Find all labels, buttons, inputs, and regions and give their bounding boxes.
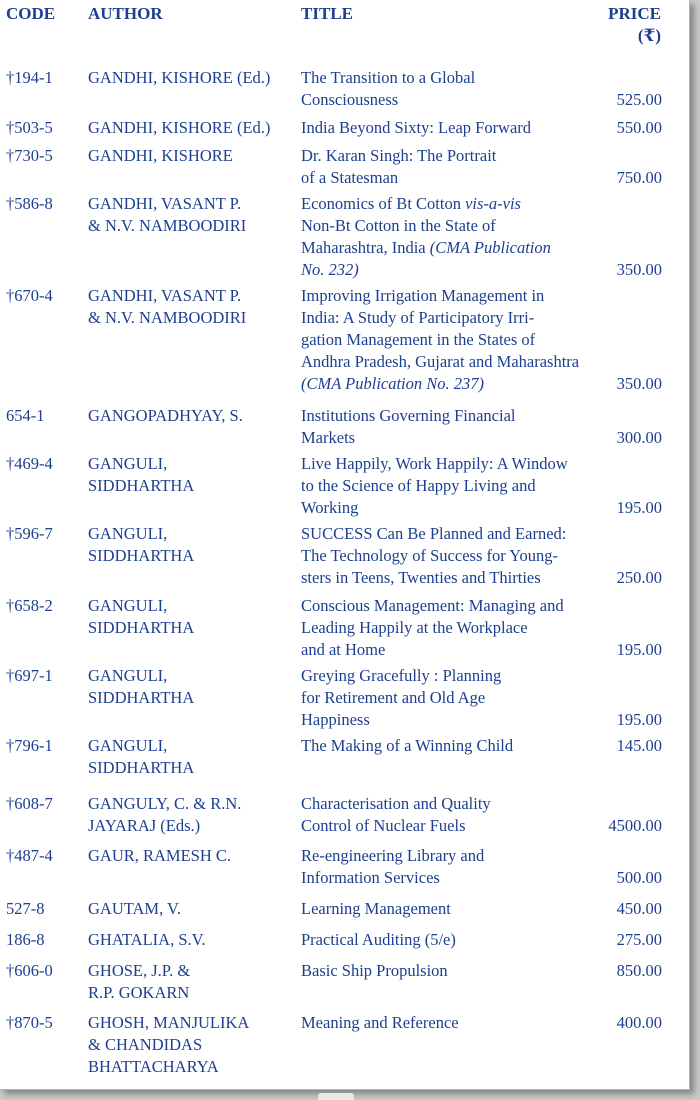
book-code: †469-4 xyxy=(6,454,53,473)
book-price: 4500.00 xyxy=(608,816,662,835)
header-title: TITLE xyxy=(301,4,353,23)
book-title-line: for Retirement and Old Age xyxy=(301,688,486,707)
book-title-line: Conscious Management: Managing and xyxy=(301,596,564,615)
book-code: †730-5 xyxy=(6,146,53,165)
book-title-line: Andhra Pradesh, Gujarat and Maharashtra xyxy=(301,352,580,371)
book-author: GANGOPADHYAY, S. xyxy=(88,406,243,425)
book-title-line: Meaning and Reference xyxy=(301,1013,459,1032)
book-author: GHATALIA, S.V. xyxy=(88,930,206,949)
book-author: GANGULI, SIDDHARTHA xyxy=(88,666,195,707)
book-title xyxy=(301,960,621,982)
book-title-line: of a Statesman xyxy=(301,168,399,187)
book-title-line: Non-Bt Cotton in the State of xyxy=(301,216,496,235)
book-title-line: Live Happily, Work Happily: A Window xyxy=(301,454,568,473)
book-code: †608-7 xyxy=(6,794,53,813)
book-price: 195.00 xyxy=(616,498,662,517)
book-title-line: Maharashtra, India (CMA Publication xyxy=(301,238,551,257)
book-author: GANGULI, SIDDHARTHA xyxy=(88,596,195,637)
book-title-line: The Technology of Success for Young- xyxy=(301,546,559,565)
book-code: 527-8 xyxy=(6,899,45,918)
book-title-line: Consciousness xyxy=(301,90,399,109)
book-title-line: to the Science of Happy Living and xyxy=(301,476,536,495)
book-author: GANDHI, KISHORE (Ed.) xyxy=(88,118,271,137)
book-author: GANDHI, VASANT P. & N.V. NAMBOODIRI xyxy=(88,286,247,327)
book-title xyxy=(301,735,621,757)
book-price: 275.00 xyxy=(616,930,662,949)
book-price: 850.00 xyxy=(616,961,662,980)
book-title-line: Characterisation and Quality xyxy=(301,794,491,813)
book-price: 500.00 xyxy=(616,868,662,887)
book-title-line: sters in Teens, Twenties and Thirties xyxy=(301,568,541,587)
book-title xyxy=(301,595,621,661)
book-title-line: The Transition to a Global xyxy=(301,68,476,87)
book-code: †796-1 xyxy=(6,736,53,755)
book-title-line: Control of Nuclear Fuels xyxy=(301,816,466,835)
book-price: 400.00 xyxy=(616,1013,662,1032)
book-author: GHOSE, J.P. & R.P. GOKARN xyxy=(88,961,191,1002)
book-author: GANGULI, SIDDHARTHA xyxy=(88,524,195,565)
book-code: †606-0 xyxy=(6,961,53,980)
book-author: GANGULI, SIDDHARTHA xyxy=(88,736,195,777)
book-title-line: (CMA Publication No. 237) xyxy=(301,374,485,393)
book-title xyxy=(301,405,621,449)
book-title xyxy=(301,193,621,281)
header-price-unit: (₹) xyxy=(637,26,661,45)
book-price: 145.00 xyxy=(616,736,662,755)
book-price: 525.00 xyxy=(616,90,662,109)
book-title-line: India Beyond Sixty: Leap Forward xyxy=(301,118,532,137)
page-footer-mark xyxy=(318,1093,354,1100)
book-code: †487-4 xyxy=(6,846,53,865)
book-price: 350.00 xyxy=(616,260,662,279)
book-author: GAUR, RAMESH C. xyxy=(88,846,232,865)
book-price: 195.00 xyxy=(616,640,662,659)
book-code: 186-8 xyxy=(6,930,45,949)
book-code: †870-5 xyxy=(6,1013,53,1032)
header-price xyxy=(560,3,661,47)
book-code: †503-5 xyxy=(6,118,53,137)
book-author: GHOSH, MANJULIKA & CHANDIDAS BHATTACHARYA xyxy=(88,1013,250,1076)
book-title-line: Practical Auditing (5/e) xyxy=(301,930,456,949)
book-code: †194-1 xyxy=(6,68,53,87)
book-title-line: Greying Gracefully : Planning xyxy=(301,666,502,685)
book-title-line: No. 232) xyxy=(301,260,359,279)
book-author: GANDHI, KISHORE xyxy=(88,146,233,165)
book-title-line: Improving Irrigation Management in xyxy=(301,286,545,305)
book-title-line: gation Management in the States of xyxy=(301,330,536,349)
book-code: †586-8 xyxy=(6,194,53,213)
book-author: GAUTAM, V. xyxy=(88,899,181,918)
book-title-line: Economics of Bt Cotton vis-a-vis xyxy=(301,194,521,213)
book-title-line: Information Services xyxy=(301,868,440,887)
book-title-line: Learning Management xyxy=(301,899,451,918)
book-code: †658-2 xyxy=(6,596,53,615)
book-title xyxy=(301,145,621,189)
book-title-line: India: A Study of Participatory Irri- xyxy=(301,308,535,327)
book-title-line: Re-engineering Library and xyxy=(301,846,485,865)
book-title xyxy=(301,1012,621,1034)
book-author: GANDHI, VASANT P. & N.V. NAMBOODIRI xyxy=(88,194,247,235)
book-title xyxy=(301,793,621,837)
book-price: 300.00 xyxy=(616,428,662,447)
book-title-line: and at Home xyxy=(301,640,386,659)
book-price: 250.00 xyxy=(616,568,662,587)
book-title xyxy=(301,285,621,395)
book-title xyxy=(301,929,621,951)
book-code: 654-1 xyxy=(6,406,45,425)
book-title-line: SUCCESS Can Be Planned and Earned: xyxy=(301,524,567,543)
book-price: 350.00 xyxy=(616,374,662,393)
book-title-line: The Making of a Winning Child xyxy=(301,736,514,755)
book-price: 450.00 xyxy=(616,899,662,918)
header-code: CODE xyxy=(6,4,56,23)
book-title xyxy=(301,898,621,920)
book-title-line: Working xyxy=(301,498,359,517)
book-author: GANDHI, KISHORE (Ed.) xyxy=(88,68,271,87)
book-title xyxy=(301,665,621,731)
book-title-line: Leading Happily at the Workplace xyxy=(301,618,528,637)
book-author: GANGULI, SIDDHARTHA xyxy=(88,454,195,495)
book-title xyxy=(301,453,621,519)
book-title xyxy=(301,845,621,889)
book-title xyxy=(301,67,621,111)
book-title xyxy=(301,117,621,139)
header-price-label: PRICE xyxy=(608,4,661,23)
book-price: 195.00 xyxy=(616,710,662,729)
book-code: †596-7 xyxy=(6,524,53,543)
book-title xyxy=(301,523,621,589)
book-code: †670-4 xyxy=(6,286,53,305)
book-title-line: Institutions Governing Financial xyxy=(301,406,516,425)
book-code: †697-1 xyxy=(6,666,53,685)
book-title-line: Basic Ship Propulsion xyxy=(301,961,448,980)
book-price: 550.00 xyxy=(616,118,662,137)
book-title-line: Happiness xyxy=(301,710,370,729)
book-author: GANGULY, C. & R.N. JAYARAJ (Eds.) xyxy=(88,794,242,835)
book-price: 750.00 xyxy=(616,168,662,187)
book-title-line: Dr. Karan Singh: The Portrait xyxy=(301,146,497,165)
header-author: AUTHOR xyxy=(88,4,163,23)
book-title-line: Markets xyxy=(301,428,356,447)
